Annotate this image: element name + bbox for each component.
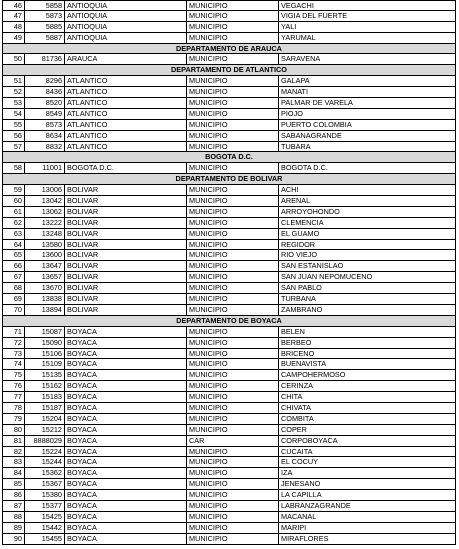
table-row: [2, 403, 456, 414]
code-cell: 5885: [24, 22, 64, 32]
department-cell: BOGOTA D.C.: [64, 163, 186, 173]
entity-type-cell: MUNICIPIO: [186, 261, 278, 271]
municipality-name-cell: RIO VIEJO: [278, 250, 456, 260]
code-cell: 13006: [24, 185, 64, 195]
department-cell: BOYACA: [64, 414, 186, 424]
table-row: [2, 240, 456, 251]
row-number-cell: 56: [2, 131, 24, 141]
department-cell: BOYACA: [64, 370, 186, 380]
entity-type-cell: MUNICIPIO: [186, 414, 278, 424]
entity-type-cell: MUNICIPIO: [186, 338, 278, 348]
department-cell: ANTIOQUIA: [64, 22, 186, 32]
municipality-name-cell: ACHI: [278, 185, 456, 195]
code-cell: 15442: [24, 523, 64, 533]
department-cell: BOYACA: [64, 425, 186, 435]
entity-type-cell: MUNICIPIO: [186, 229, 278, 239]
code-cell: 13062: [24, 207, 64, 217]
entity-type-cell: MUNICIPIO: [186, 381, 278, 391]
entity-type-cell: MUNICIPIO: [186, 479, 278, 489]
department-cell: BOYACA: [64, 534, 186, 544]
municipality-name-cell: SAN JUAN NEPOMUCENO: [278, 272, 456, 282]
code-cell: 15109: [24, 359, 64, 369]
table-row: [2, 98, 456, 109]
entity-type-cell: MUNICIPIO: [186, 196, 278, 206]
municipality-name-cell: CHIVATA: [278, 403, 456, 413]
row-number-cell: 83: [2, 457, 24, 467]
code-cell: 8832: [24, 142, 64, 152]
code-cell: 15455: [24, 534, 64, 544]
municipality-name-cell: TUBARA: [278, 142, 456, 152]
table-row: [2, 250, 456, 261]
department-cell: ATLANTICO: [64, 120, 186, 130]
municipality-name-cell: MANATI: [278, 87, 456, 97]
row-number-cell: 55: [2, 120, 24, 130]
municipality-name-cell: EL GUAMO: [278, 229, 456, 239]
row-number-cell: 71: [2, 327, 24, 337]
table-row: [2, 338, 456, 349]
entity-type-cell: MUNICIPIO: [186, 359, 278, 369]
table-row: [2, 142, 456, 153]
code-cell: 15087: [24, 327, 64, 337]
table-row: [2, 436, 456, 447]
row-number-cell: 66: [2, 261, 24, 271]
row-number-cell: 61: [2, 207, 24, 217]
department-cell: ATLANTICO: [64, 87, 186, 97]
department-cell: ANTIOQUIA: [64, 1, 186, 10]
municipality-name-cell: CLEMENCIA: [278, 218, 456, 228]
table-row: [2, 327, 456, 338]
entity-type-cell: MUNICIPIO: [186, 392, 278, 402]
table-row: [2, 109, 456, 120]
department-cell: ARAUCA: [64, 54, 186, 64]
department-cell: BOLIVAR: [64, 218, 186, 228]
code-cell: 15380: [24, 490, 64, 500]
municipality-name-cell: SAN PABLO: [278, 283, 456, 293]
department-cell: BOLIVAR: [64, 261, 186, 271]
code-cell: 8634: [24, 131, 64, 141]
row-number-cell: 58: [2, 163, 24, 173]
municipality-name-cell: MARIPI: [278, 523, 456, 533]
municipality-name-cell: PIOJO: [278, 109, 456, 119]
department-cell: BOLIVAR: [64, 294, 186, 304]
entity-type-cell: MUNICIPIO: [186, 425, 278, 435]
row-number-cell: 74: [2, 359, 24, 369]
entity-type-cell: MUNICIPIO: [186, 109, 278, 119]
entity-type-cell: MUNICIPIO: [186, 22, 278, 32]
code-cell: 15090: [24, 338, 64, 348]
entity-type-cell: MUNICIPIO: [186, 370, 278, 380]
department-cell: BOYACA: [64, 327, 186, 337]
table-row: [2, 33, 456, 44]
municipality-name-cell: ZAMBRANO: [278, 305, 456, 315]
code-cell: 15367: [24, 479, 64, 489]
department-header: [2, 152, 456, 163]
row-number-cell: 76: [2, 381, 24, 391]
department-header: [2, 316, 456, 327]
code-cell: 81736: [24, 54, 64, 64]
table-row: [2, 359, 456, 370]
code-cell: 13657: [24, 272, 64, 282]
municipality-name-cell: BELEN: [278, 327, 456, 337]
code-cell: 13838: [24, 294, 64, 304]
entity-type-cell: MUNICIPIO: [186, 98, 278, 108]
code-cell: 8573: [24, 120, 64, 130]
department-title: BOGOTA D.C.: [205, 152, 253, 162]
code-cell: 15187: [24, 403, 64, 413]
table-row: [2, 22, 456, 33]
code-cell: 13222: [24, 218, 64, 228]
entity-type-cell: MUNICIPIO: [186, 305, 278, 315]
table-row: [2, 479, 456, 490]
table-row: [2, 0, 456, 11]
entity-type-cell: MUNICIPIO: [186, 120, 278, 130]
entity-type-cell: CAR: [186, 436, 278, 446]
entity-type-cell: MUNICIPIO: [186, 523, 278, 533]
municipality-name-cell: JENESANO: [278, 479, 456, 489]
code-cell: 13600: [24, 250, 64, 260]
entity-type-cell: MUNICIPIO: [186, 294, 278, 304]
table-row: [2, 272, 456, 283]
table-row: [2, 425, 456, 436]
department-header: [2, 65, 456, 76]
table-row: [2, 131, 456, 142]
entity-type-cell: MUNICIPIO: [186, 534, 278, 544]
table-row: [2, 370, 456, 381]
department-cell: ATLANTICO: [64, 98, 186, 108]
table-row: [2, 120, 456, 131]
department-cell: ANTIOQUIA: [64, 11, 186, 21]
row-number-cell: 68: [2, 283, 24, 293]
department-header: [2, 174, 456, 185]
entity-type-cell: MUNICIPIO: [186, 185, 278, 195]
row-number-cell: 69: [2, 294, 24, 304]
row-number-cell: 53: [2, 98, 24, 108]
code-cell: 15162: [24, 381, 64, 391]
municipality-name-cell: LABRANZAGRANDE: [278, 501, 456, 511]
municipality-name-cell: CUCAITA: [278, 447, 456, 457]
department-cell: BOYACA: [64, 392, 186, 402]
table-row: [2, 305, 456, 316]
row-number-cell: 77: [2, 392, 24, 402]
row-number-cell: 82: [2, 447, 24, 457]
entity-type-cell: MUNICIPIO: [186, 457, 278, 467]
row-number-cell: 60: [2, 196, 24, 206]
table-row: [2, 196, 456, 207]
table-row: [2, 87, 456, 98]
municipality-name-cell: REGIDOR: [278, 240, 456, 250]
code-cell: 8549: [24, 109, 64, 119]
row-number-cell: 67: [2, 272, 24, 282]
municipality-name-cell: COPER: [278, 425, 456, 435]
code-cell: 15224: [24, 447, 64, 457]
entity-type-cell: MUNICIPIO: [186, 11, 278, 21]
code-cell: 15183: [24, 392, 64, 402]
entity-type-cell: MUNICIPIO: [186, 403, 278, 413]
table-row: [2, 54, 456, 65]
entity-type-cell: MUNICIPIO: [186, 131, 278, 141]
municipality-name-cell: ARENAL: [278, 196, 456, 206]
entity-type-cell: MUNICIPIO: [186, 250, 278, 260]
code-cell: 13042: [24, 196, 64, 206]
code-cell: 15212: [24, 425, 64, 435]
row-number-cell: 81: [2, 436, 24, 446]
department-title: DEPARTAMENTO DE ARAUCA: [176, 43, 282, 53]
entity-type-cell: MUNICIPIO: [186, 76, 278, 86]
table-row: [2, 229, 456, 240]
code-cell: 13647: [24, 261, 64, 271]
municipality-name-cell: EL COCUY: [278, 457, 456, 467]
row-number-cell: 70: [2, 305, 24, 315]
municipality-name-cell: CORPOBOYACA: [278, 436, 456, 446]
entity-type-cell: MUNICIPIO: [186, 349, 278, 359]
municipality-name-cell: GALAPA: [278, 76, 456, 86]
table-row: [2, 11, 456, 22]
entity-type-cell: MUNICIPIO: [186, 272, 278, 282]
entity-type-cell: MUNICIPIO: [186, 163, 278, 173]
department-title: DEPARTAMENTO DE ATLANTICO: [171, 65, 287, 75]
code-cell: 13580: [24, 240, 64, 250]
department-cell: ANTIOQUIA: [64, 33, 186, 43]
table-row: [2, 457, 456, 468]
table-row: [2, 76, 456, 87]
municipality-name-cell: VEGACHI: [278, 1, 456, 10]
code-cell: 5858: [24, 1, 64, 10]
municipality-name-cell: LA CAPILLA: [278, 490, 456, 500]
code-cell: 15135: [24, 370, 64, 380]
municipality-name-cell: IZA: [278, 468, 456, 478]
department-title: DEPARTAMENTO DE BOYACA: [176, 315, 282, 325]
table-row: [2, 490, 456, 501]
municipality-name-cell: MIRAFLORES: [278, 534, 456, 544]
department-header: [2, 44, 456, 55]
code-cell: 8888029: [24, 436, 64, 446]
department-cell: BOYACA: [64, 338, 186, 348]
table-row: [2, 261, 456, 272]
row-number-cell: 80: [2, 425, 24, 435]
department-cell: ATLANTICO: [64, 142, 186, 152]
department-title: DEPARTAMENTO DE BOLIVAR: [175, 174, 283, 184]
row-number-cell: 54: [2, 109, 24, 119]
table-row: [2, 501, 456, 512]
row-number-cell: 73: [2, 349, 24, 359]
code-cell: 15425: [24, 512, 64, 522]
department-cell: BOYACA: [64, 479, 186, 489]
department-cell: BOLIVAR: [64, 305, 186, 315]
code-cell: 13670: [24, 283, 64, 293]
department-cell: BOYACA: [64, 447, 186, 457]
code-cell: 15106: [24, 349, 64, 359]
table-row: [2, 283, 456, 294]
row-number-cell: 72: [2, 338, 24, 348]
code-cell: 13894: [24, 305, 64, 315]
entity-type-cell: MUNICIPIO: [186, 207, 278, 217]
entity-type-cell: MUNICIPIO: [186, 327, 278, 337]
row-number-cell: 62: [2, 218, 24, 228]
department-cell: BOYACA: [64, 359, 186, 369]
entity-type-cell: MUNICIPIO: [186, 240, 278, 250]
entity-type-cell: MUNICIPIO: [186, 218, 278, 228]
municipality-name-cell: CHITA: [278, 392, 456, 402]
municipality-name-cell: SAN ESTANISLAO: [278, 261, 456, 271]
municipality-name-cell: BOGOTA D.C.: [278, 163, 456, 173]
department-cell: BOYACA: [64, 512, 186, 522]
row-number-cell: 52: [2, 87, 24, 97]
department-cell: BOYACA: [64, 468, 186, 478]
table-row: [2, 468, 456, 479]
row-number-cell: 59: [2, 185, 24, 195]
entity-type-cell: MUNICIPIO: [186, 283, 278, 293]
table-row: [2, 163, 456, 174]
code-cell: 15204: [24, 414, 64, 424]
department-cell: BOYACA: [64, 403, 186, 413]
table-row: [2, 512, 456, 523]
row-number-cell: 46: [2, 1, 24, 10]
code-cell: 13248: [24, 229, 64, 239]
code-cell: 15377: [24, 501, 64, 511]
entity-type-cell: MUNICIPIO: [186, 490, 278, 500]
department-cell: BOLIVAR: [64, 272, 186, 282]
table-row: [2, 534, 456, 545]
row-number-cell: 84: [2, 468, 24, 478]
municipality-name-cell: PALMAR DE VARELA: [278, 98, 456, 108]
municipality-name-cell: ARROYOHONDO: [278, 207, 456, 217]
department-cell: BOYACA: [64, 349, 186, 359]
department-cell: BOLIVAR: [64, 229, 186, 239]
entity-type-cell: MUNICIPIO: [186, 512, 278, 522]
entity-type-cell: MUNICIPIO: [186, 1, 278, 10]
code-cell: 15244: [24, 457, 64, 467]
municipality-name-cell: MACANAL: [278, 512, 456, 522]
table-row: [2, 447, 456, 458]
row-number-cell: 85: [2, 479, 24, 489]
municipality-name-cell: BERBEO: [278, 338, 456, 348]
municipality-name-cell: YALI: [278, 22, 456, 32]
row-number-cell: 88: [2, 512, 24, 522]
row-number-cell: 89: [2, 523, 24, 533]
entity-type-cell: MUNICIPIO: [186, 142, 278, 152]
row-number-cell: 78: [2, 403, 24, 413]
row-number-cell: 90: [2, 534, 24, 544]
table-row: [2, 349, 456, 360]
row-number-cell: 51: [2, 76, 24, 86]
code-cell: 15362: [24, 468, 64, 478]
department-cell: BOYACA: [64, 490, 186, 500]
row-number-cell: 63: [2, 229, 24, 239]
department-cell: BOLIVAR: [64, 185, 186, 195]
department-cell: BOLIVAR: [64, 240, 186, 250]
department-cell: ATLANTICO: [64, 131, 186, 141]
municipality-name-cell: PUERTO COLOMBIA: [278, 120, 456, 130]
municipality-table: [2, 0, 456, 545]
row-number-cell: 47: [2, 11, 24, 21]
table-row: [2, 381, 456, 392]
row-number-cell: 86: [2, 490, 24, 500]
row-number-cell: 64: [2, 240, 24, 250]
row-number-cell: 87: [2, 501, 24, 511]
municipality-name-cell: VIGIA DEL FUERTE: [278, 11, 456, 21]
code-cell: 8436: [24, 87, 64, 97]
table-row: [2, 185, 456, 196]
entity-type-cell: MUNICIPIO: [186, 468, 278, 478]
row-number-cell: 65: [2, 250, 24, 260]
municipality-name-cell: SARAVENA: [278, 54, 456, 64]
municipality-name-cell: COMBITA: [278, 414, 456, 424]
entity-type-cell: MUNICIPIO: [186, 54, 278, 64]
department-cell: BOLIVAR: [64, 196, 186, 206]
table-row: [2, 523, 456, 534]
department-cell: BOLIVAR: [64, 250, 186, 260]
code-cell: 5873: [24, 11, 64, 21]
department-cell: BOYACA: [64, 501, 186, 511]
row-number-cell: 57: [2, 142, 24, 152]
department-cell: BOYACA: [64, 457, 186, 467]
table-row: [2, 392, 456, 403]
department-cell: BOLIVAR: [64, 207, 186, 217]
municipality-name-cell: CAMPOHERMOSO: [278, 370, 456, 380]
code-cell: 8296: [24, 76, 64, 86]
row-number-cell: 49: [2, 33, 24, 43]
row-number-cell: 48: [2, 22, 24, 32]
table-row: [2, 218, 456, 229]
code-cell: 8520: [24, 98, 64, 108]
department-cell: ATLANTICO: [64, 76, 186, 86]
department-cell: BOYACA: [64, 381, 186, 391]
municipality-name-cell: TURBANA: [278, 294, 456, 304]
table-row: [2, 294, 456, 305]
entity-type-cell: MUNICIPIO: [186, 87, 278, 97]
entity-type-cell: MUNICIPIO: [186, 501, 278, 511]
municipality-name-cell: BUENAVISTA: [278, 359, 456, 369]
department-cell: BOLIVAR: [64, 283, 186, 293]
department-cell: BOYACA: [64, 523, 186, 533]
row-number-cell: 50: [2, 54, 24, 64]
table-row: [2, 207, 456, 218]
row-number-cell: 75: [2, 370, 24, 380]
table-row: [2, 414, 456, 425]
department-cell: BOYACA: [64, 436, 186, 446]
entity-type-cell: MUNICIPIO: [186, 447, 278, 457]
row-number-cell: 79: [2, 414, 24, 424]
entity-type-cell: MUNICIPIO: [186, 33, 278, 43]
code-cell: 11001: [24, 163, 64, 173]
municipality-name-cell: YARUMAL: [278, 33, 456, 43]
municipality-name-cell: SABANAGRANDE: [278, 131, 456, 141]
code-cell: 5887: [24, 33, 64, 43]
department-cell: ATLANTICO: [64, 109, 186, 119]
municipality-name-cell: CERINZA: [278, 381, 456, 391]
municipality-name-cell: BRICENO: [278, 349, 456, 359]
